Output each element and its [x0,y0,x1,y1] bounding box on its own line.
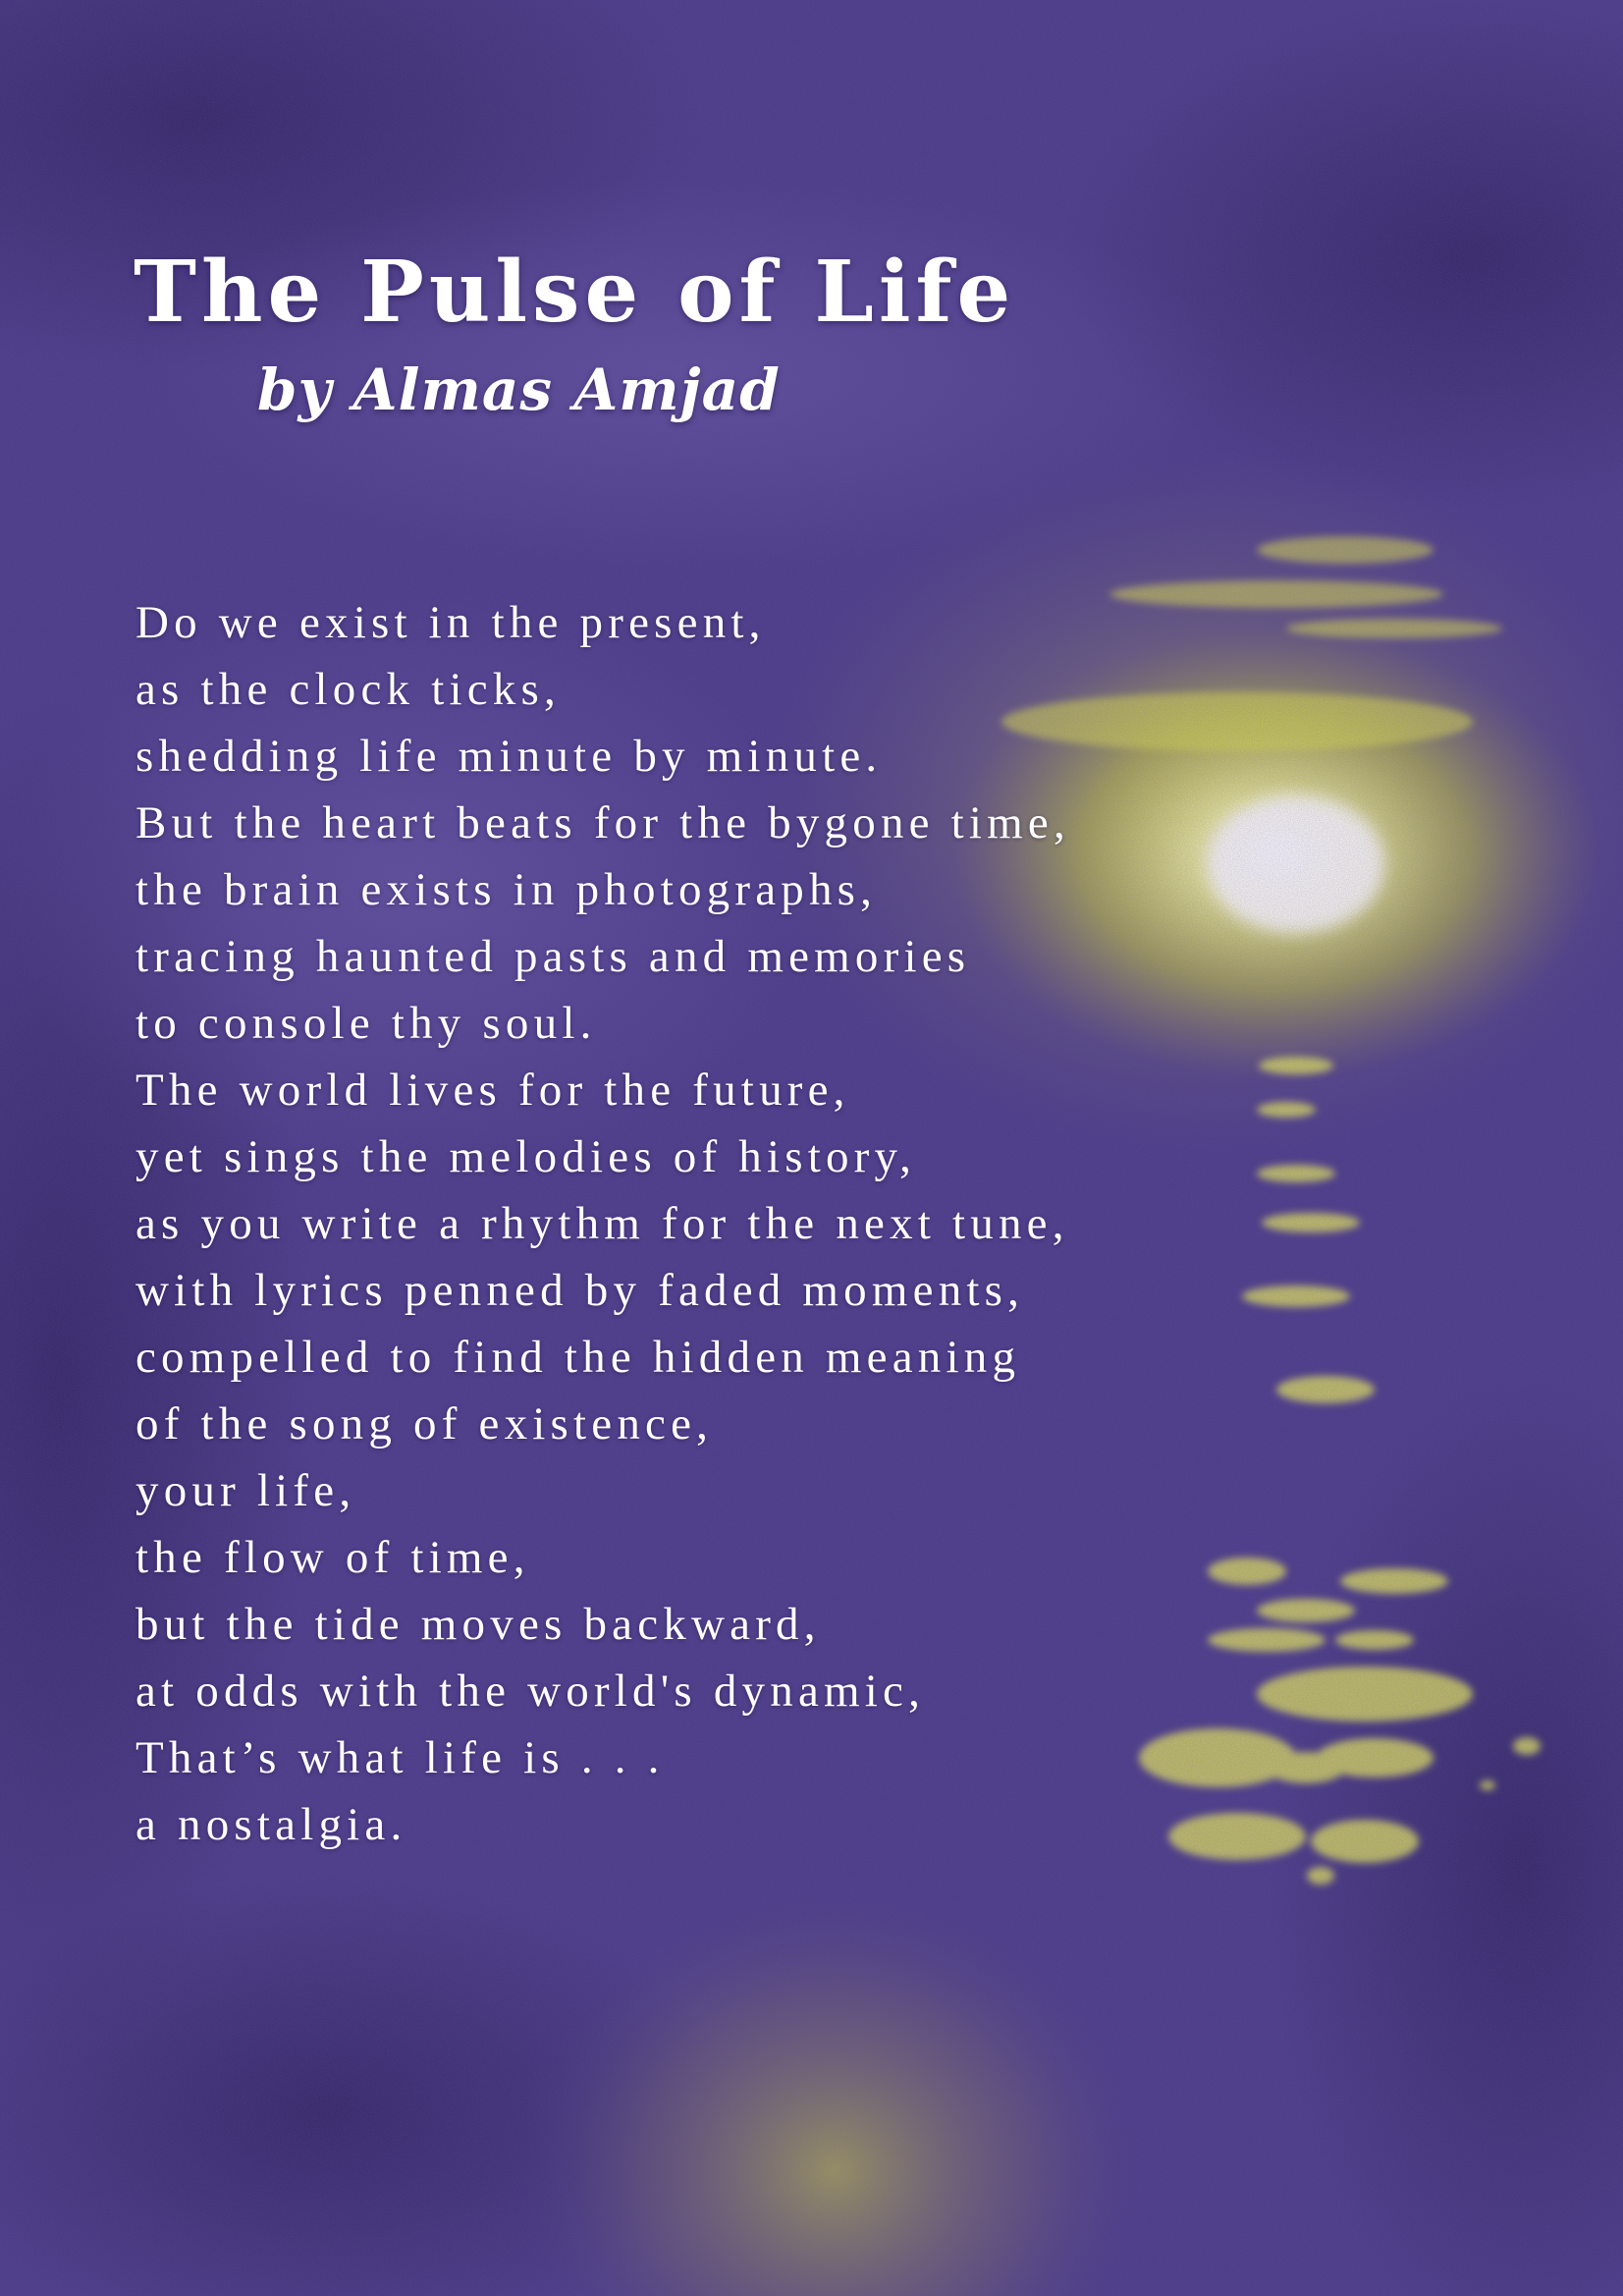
poem-line: the flow of time, [135,1532,530,1583]
poem-line: a nostalgia. [135,1799,407,1850]
poem-line: as you write a rhythm for the next tune, [135,1198,1069,1249]
poem-line: yet sings the melodies of history, [135,1131,917,1182]
poem-line: with lyrics penned by faded moments, [135,1265,1025,1316]
poem-line: to console thy soul. [135,998,597,1049]
poem-line: tracing haunted pasts and memories [135,931,971,982]
poem-line: at odds with the world's dynamic, [135,1666,926,1717]
poem-line: But the heart beats for the bygone time, [135,797,1070,848]
poem-body [135,589,1070,1858]
poem-line: as the clock ticks, [135,664,561,715]
poem-line: but the tide moves backward, [135,1599,821,1650]
poem-line: the brain exists in photographs, [135,864,878,915]
poem-line: shedding life minute by minute. [135,731,883,782]
poem-line: Do we exist in the present, [135,597,766,648]
poem-line: your life, [135,1465,356,1516]
poem-line: of the song of existence, [135,1398,714,1449]
poem-line: compelled to find the hidden meaning [135,1332,1021,1383]
poem-line: The world lives for the future, [135,1065,850,1116]
poem-author: by Almas Amjad [257,356,781,423]
poem-line: That’s what life is . . . [135,1732,665,1783]
poem-title: The Pulse of Life [134,243,1016,342]
